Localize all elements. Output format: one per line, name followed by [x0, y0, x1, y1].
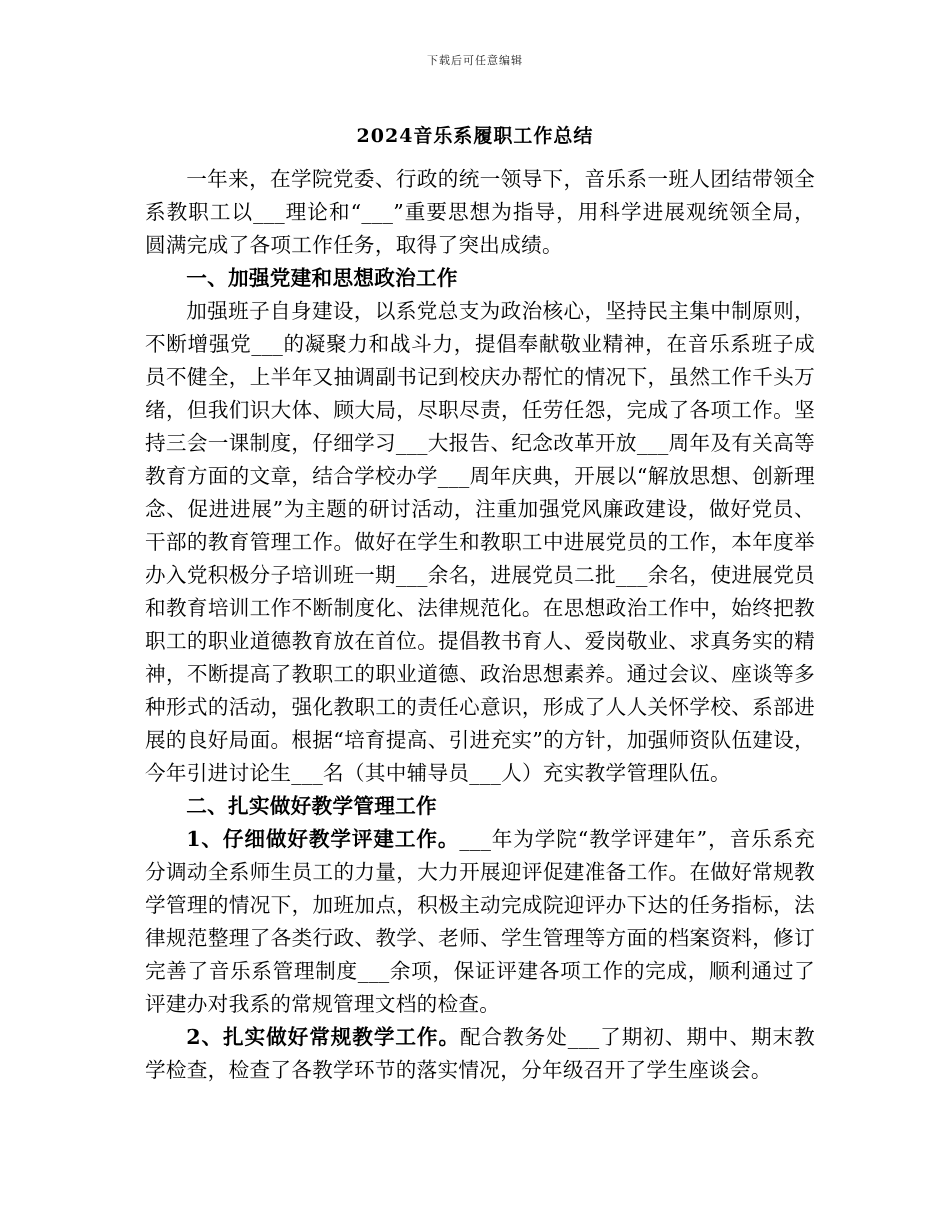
item-2-lead: 2、扎实做好常规教学工作。: [186, 1025, 461, 1049]
item-2-text: 配合教务处___了期初、期中、期末教学检查，检查了各教学环节的落实情况，分年级召开了学生座谈会。: [145, 1025, 815, 1082]
intro-paragraph: 一年来，在学院党委、行政的统一领导下，音乐系一班人团结带领全系教职工以___理论和“___”重要思想为指导，用科学进展观统领全局，圆满完成了各项工作任务，取得了突出成绩。: [145, 167, 815, 257]
item-1-text: ___年为学院“教学评建年”，音乐系充分调动全系师生员工的力量，大力开展迎评促建准备工作。在做好常规教学管理的情况下，加班加点，积极主动完成院迎评办下达的任务指标，法律规范整理了各类行政、教学、老师、学生管理等方面的档案资料，修订完善了音乐系管理制度___余项，保证评建各项工作的完成，顺利通过了评建办对我系的常规管理文档的检查。: [145, 827, 815, 1016]
section-2-item-1: [145, 823, 815, 1021]
page-header: 下载后可任意编辑: [427, 54, 523, 67]
document-body: [145, 163, 815, 1087]
section-1-paragraph: 加强班子自身建设，以系党总支为政治核心，坚持民主集中制原则，不断增强党___的凝聚力和战斗力，提倡奉献敬业精神，在音乐系班子成员不健全，上半年又抽调副书记到校庆办帮忙的情况下，虽然工作千头万绪，但我们识大体、顾大局，尽职尽责，任劳任怨，完成了各项工作。坚持三会一课制度，仔细学习___大报告、纪念改革开放___周年及有关高等教育方面的文章，结合学校办学___周年庆典，开展以“解放思想、创新理念、促进进展”为主题的研讨活动，注重加强党风廉政建设，做好党员、干部的教育管理工作。做好在学生和教职工中进展党员的工作，本年度举办入党积极分子培训班一期___余名，进展党员二批___余名，使进展党员和教育培训工作不断制度化、法律规范化。在思想政治工作中，始终把教职工的职业道德教育放在首位。提倡教书育人、爱岗敬业、求真务实的精神，不断提高了教职工的职业道德、政治思想素养。通过会议、座谈等多种形式的活动，强化教职工的责任心意识，形成了人人关怀学校、系部进展的良好局面。根据“培育提高、引进充实”的方针，加强师资队伍建设，今年引进讨论生___名（其中辅导员___人）充实教学管理队伍。: [145, 299, 815, 785]
section-1-heading: 一、加强党建和思想政治工作: [186, 266, 458, 290]
section-2-item-2: [145, 1021, 815, 1087]
section-2-heading: 二、扎实做好教学管理工作: [186, 794, 437, 818]
item-1-lead: 1、仔细做好教学评建工作。: [186, 827, 460, 851]
document-title: 2024音乐系履职工作总结: [356, 125, 594, 147]
